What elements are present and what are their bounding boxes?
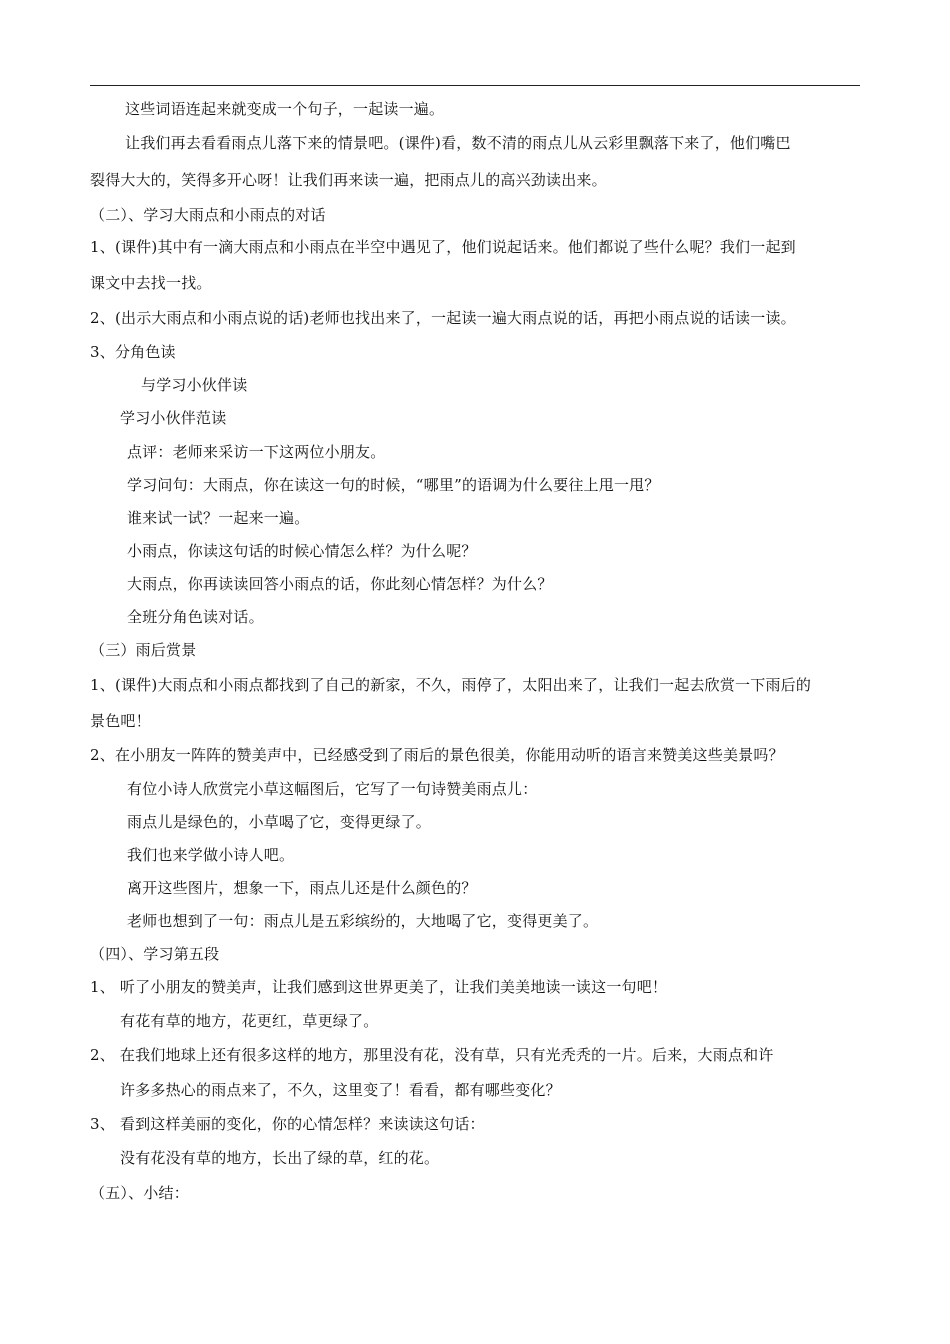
paragraph-line: 许多多热心的雨点来了，不久，这里变了！看看，都有哪些变化？ — [120, 1081, 561, 1099]
paragraph-line: 雨点儿是绿色的，小草喝了它，变得更绿了。 — [127, 813, 432, 831]
paragraph-line: 2、(出示大雨点和小雨点说的话)老师也找出来了，一起读一遍大雨点说的话，再把小雨点说的话读一读。 — [90, 309, 796, 327]
paragraph-line: 这些词语连起来就变成一个句子，一起读一遍。 — [125, 100, 445, 118]
paragraph-line: 离开这些图片，想象一下，雨点儿还是什么颜色的？ — [127, 879, 477, 897]
header-rule — [90, 85, 860, 86]
paragraph-line: 1、(课件)大雨点和小雨点都找到了自己的新家，不久，雨停了，太阳出来了，让我们一起去欣赏一下雨后的 — [90, 676, 812, 694]
paragraph-line: 1、(课件)其中有一滴大雨点和小雨点在半空中遇见了，他们说起话来。他们都说了些什么呢？我们一起到 — [90, 238, 796, 256]
section-heading: （三）雨后赏景 — [90, 641, 197, 659]
paragraph-line: 大雨点，你再读读回答小雨点的话，你此刻心情怎样？为什么？ — [127, 575, 553, 593]
paragraph-line: 点评：老师来采访一下这两位小朋友。 — [127, 443, 386, 461]
paragraph-line: 3、分角色读 — [90, 343, 176, 361]
section-heading: （四）、学习第五段 — [90, 945, 220, 963]
paragraph-line: 学习问句：大雨点，你在读这一句的时候，“哪里”的语调为什么要往上甩一甩？ — [127, 476, 660, 494]
paragraph-line: 小雨点，你读这句话的时候心情怎么样？为什么呢？ — [127, 542, 477, 560]
paragraph-line: 2、 在我们地球上还有很多这样的地方，那里没有花，没有草，只有光秃秃的一片。后来，大雨点和许 — [90, 1046, 774, 1064]
paragraph-line: 让我们再去看看雨点儿落下来的情景吧。(课件)看，数不清的雨点儿从云彩里飘落下来了，他们嘴巴 — [125, 134, 791, 152]
paragraph-line: 与学习小伙伴读 — [141, 376, 248, 394]
section-heading: （五）、小结： — [90, 1184, 189, 1202]
paragraph-line: 1、 听了小朋友的赞美声，让我们感到这世界更美了，让我们美美地读一读这一句吧！ — [90, 978, 668, 996]
paragraph-line: 课文中去找一找。 — [90, 274, 212, 292]
paragraph-line: 我们也来学做小诗人吧。 — [127, 846, 295, 864]
paragraph-line: 谁来试一试？一起来一遍。 — [127, 509, 310, 527]
paragraph-line: 有位小诗人欣赏完小草这幅图后，它写了一句诗赞美雨点儿： — [127, 780, 538, 798]
paragraph-line: 2、在小朋友一阵阵的赞美声中，已经感受到了雨后的景色很美，你能用动听的语言来赞美这些美景吗？ — [90, 746, 784, 764]
paragraph-line: 裂得大大的，笑得多开心呀！让我们再来读一遍，把雨点儿的高兴劲读出来。 — [90, 171, 607, 189]
paragraph-line: 有花有草的地方，花更红，草更绿了。 — [120, 1012, 379, 1030]
section-heading: （二）、学习大雨点和小雨点的对话 — [90, 206, 326, 224]
paragraph-line: 老师也想到了一句：雨点儿是五彩缤纷的，大地喝了它，变得更美了。 — [127, 912, 599, 930]
paragraph-line: 学习小伙伴范读 — [120, 409, 227, 427]
paragraph-line: 全班分角色读对话。 — [127, 608, 264, 626]
paragraph-line: 没有花没有草的地方，长出了绿的草，红的花。 — [120, 1149, 440, 1167]
paragraph-line: 3、 看到这样美丽的变化，你的心情怎样？来读读这句话： — [90, 1115, 485, 1133]
paragraph-line: 景色吧！ — [90, 712, 151, 730]
